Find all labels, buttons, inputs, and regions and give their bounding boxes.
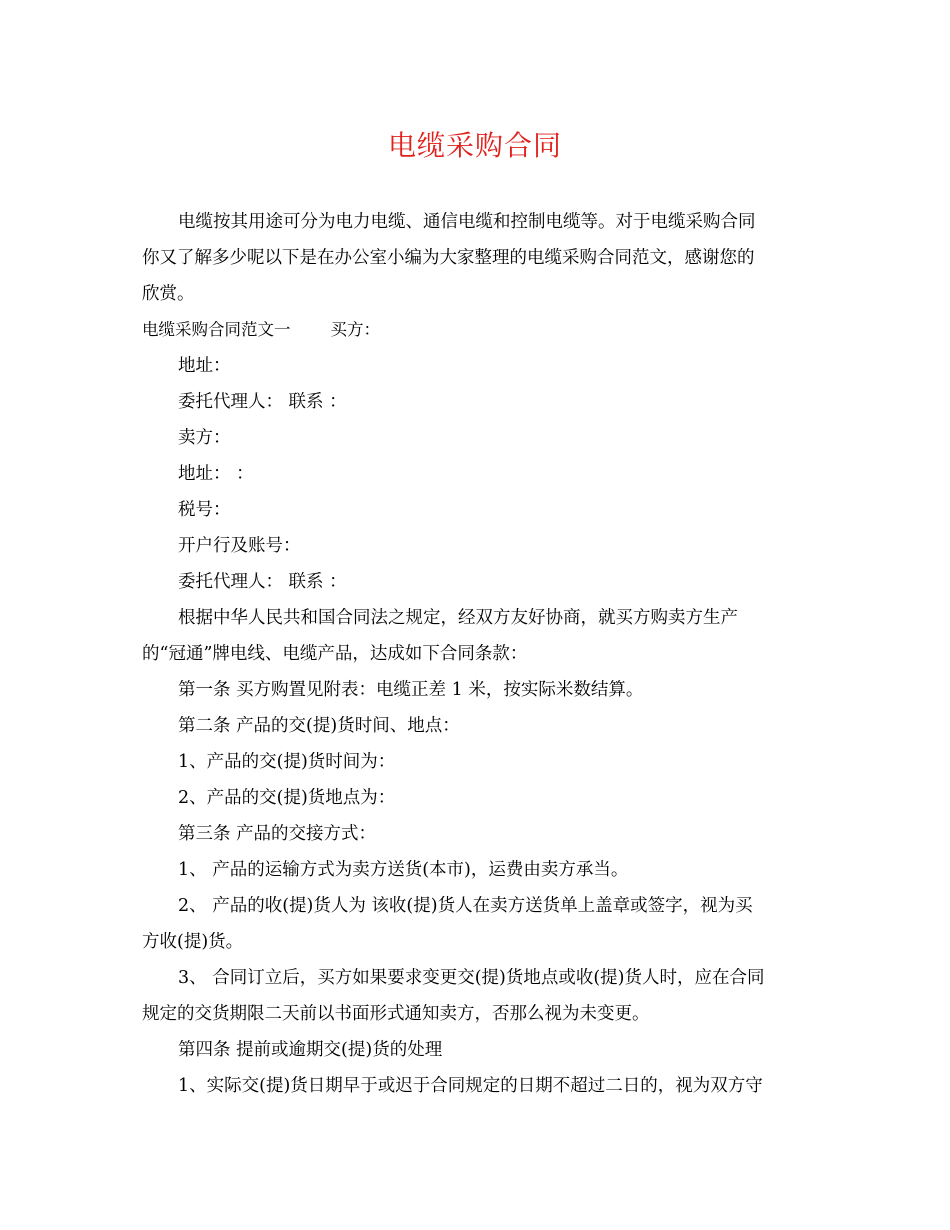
field-buyer-agent: 委托代理人： 联系 ：: [178, 392, 347, 412]
clause-4-heading: 第四条 提前或逾期交(提)货的处理: [178, 1040, 443, 1060]
field-bank-account: 开户行及账号：: [178, 536, 301, 556]
clause-2-item-1: 1、产品的交(提)货时间为：: [178, 752, 396, 772]
clause-2-item-2: 2、产品的交(提)货地点为：: [178, 788, 396, 808]
clause-3-item-2-line-1: 2、 产品的收(提)货人为 该收(提)货人在卖方送货单上盖章或签字，视为买: [178, 896, 753, 916]
intro-line-1: 电缆按其用途可分为电力电缆、通信电缆和控制电缆等。对于电缆采购合同: [178, 212, 756, 232]
intro-line-2: 你又了解多少呢以下是在办公室小编为大家整理的电缆采购合同范文，感谢您的: [142, 248, 755, 268]
field-seller: 卖方：: [178, 428, 231, 448]
section-header: [142, 312, 812, 348]
clause-3-item-3-line-2: 规定的交货期限二天前以书面形式通知卖方，否那么视为未变更。: [142, 1004, 650, 1024]
clause-2-heading: 第二条 产品的交(提)货时间、地点：: [178, 716, 460, 736]
clause-3-item-2-line-2: 方收(提)货。: [142, 932, 244, 952]
field-seller-address: 地址： ：: [178, 464, 254, 484]
field-tax-number: 税号：: [178, 500, 231, 520]
basis-line-2: 的“冠通”牌电线、电缆产品，达成如下合同条款：: [142, 644, 528, 664]
clause-4-item-1: 1、实际交(提)货日期早于或迟于合同规定的日期不超过二日的，视为双方守: [178, 1076, 763, 1096]
clause-3-heading: 第三条 产品的交接方式：: [178, 824, 377, 844]
section-label: 电缆采购合同范文一: [142, 320, 291, 339]
basis-line-1: 根据中华人民共和国合同法之规定，经双方友好协商，就买方购卖方生产: [178, 608, 738, 628]
clause-3-item-3-line-1: 3、 合同订立后，买方如果要求变更交(提)货地点或收(提)货人时，应在合同: [178, 968, 765, 988]
buyer-label: 买方：: [330, 320, 380, 339]
clause-1: 第一条 买方购置见附表：电缆正差 1 米，按实际米数结算。: [178, 680, 644, 700]
field-buyer-address: 地址：: [178, 356, 231, 376]
intro-line-3: 欣赏。: [142, 284, 195, 304]
document-body: [142, 204, 812, 1104]
clause-3-item-1: 1、 产品的运输方式为卖方送货(本市)，运费由卖方承当。: [178, 860, 629, 880]
field-seller-agent: 委托代理人： 联系 ：: [178, 572, 347, 592]
document-title: 电缆采购合同: [387, 129, 562, 162]
